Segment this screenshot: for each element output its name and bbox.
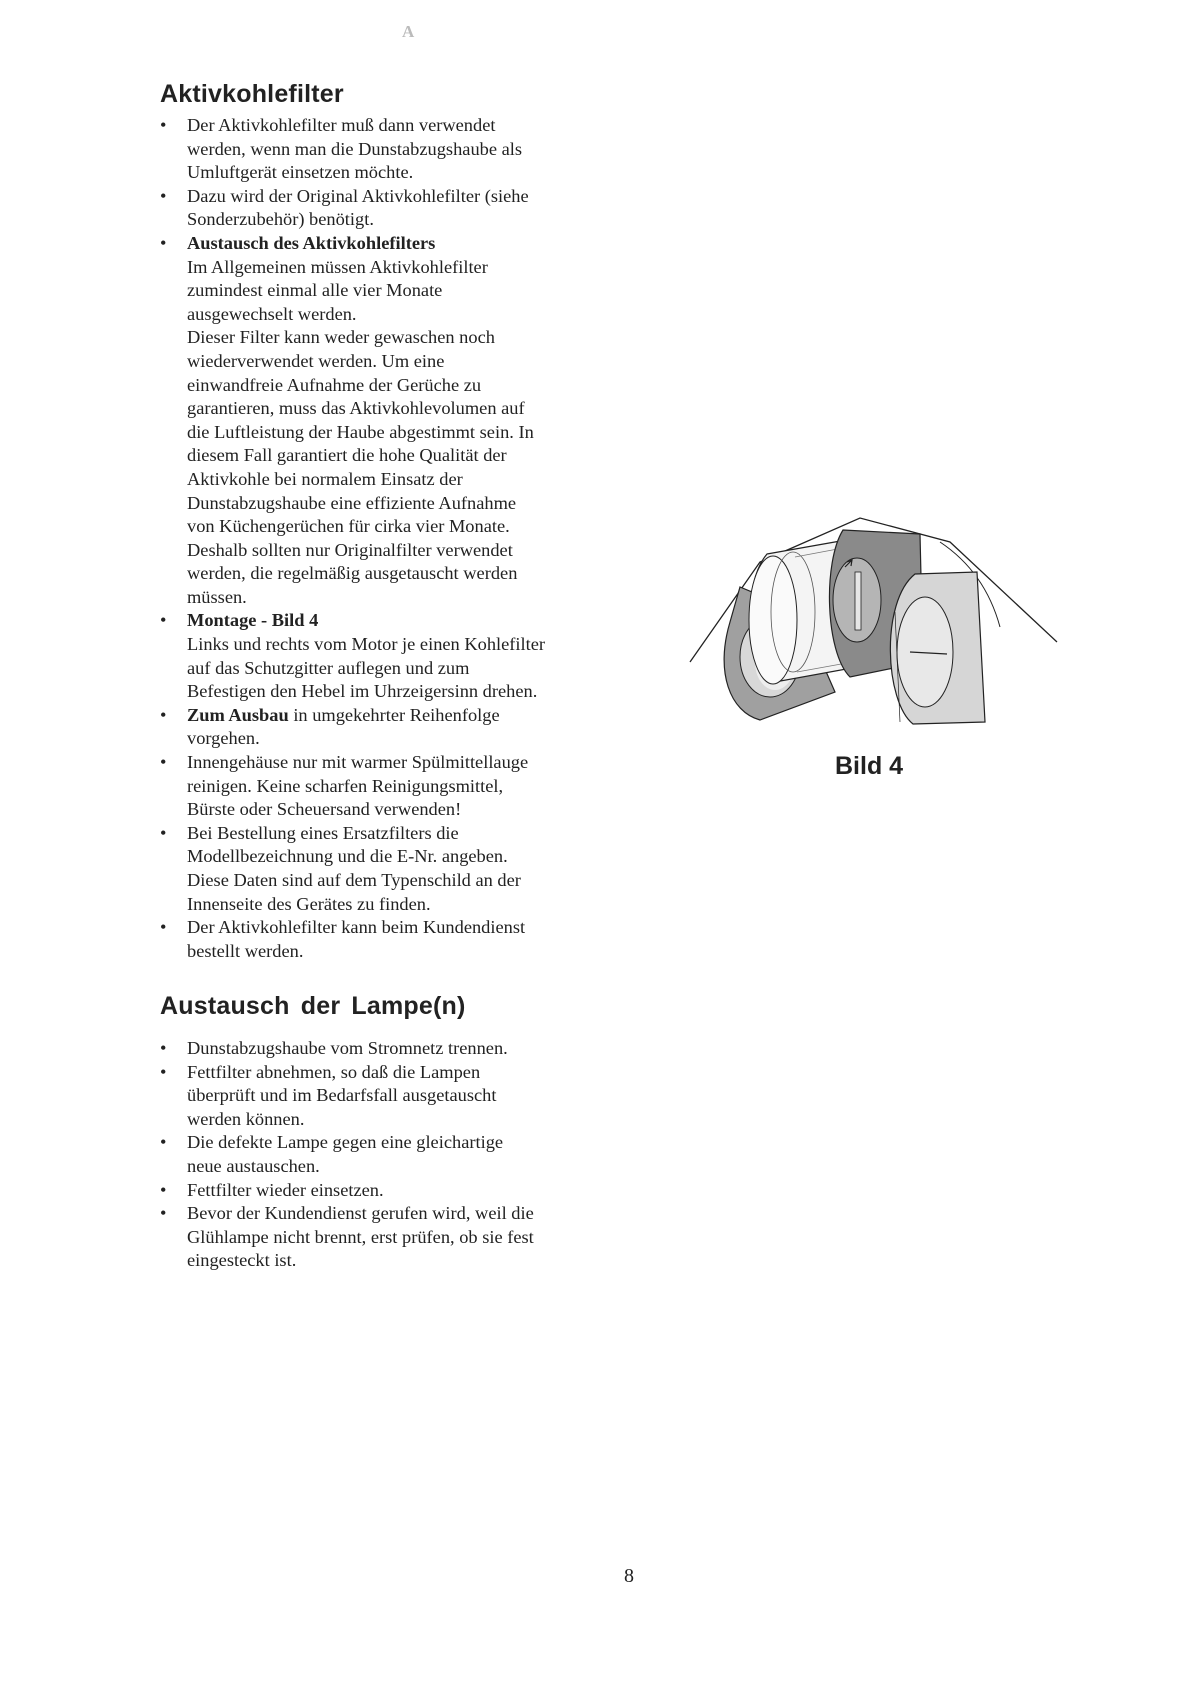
bullet-line: zumindest einmal alle vier Monate (187, 280, 443, 301)
list-item (160, 185, 600, 232)
list-item (160, 704, 600, 751)
bullet-line: werden können. (187, 1108, 305, 1129)
list-item (160, 232, 600, 610)
bullet-line: • Fettfilter wieder einsetzen. (187, 1179, 384, 1200)
list-item (160, 1202, 600, 1273)
bullet-line: Aktivkohle bei normalem Einsatz der (187, 468, 463, 489)
bullet-line: • Fettfilter abnehmen, so daß die Lampen (187, 1061, 481, 1082)
bullet-line: Glühlampe nicht brennt, erst prüfen, ob sie fest (187, 1226, 534, 1247)
section-title-lampe: Austausch der Lampe(n) (160, 992, 466, 1020)
list-item (160, 916, 600, 963)
bullet-line: werden, die regelmäßig ausgetauscht werden (187, 563, 518, 584)
bullet-line: • Der Aktivkohlefilter kann beim Kundendienst (187, 917, 526, 938)
section-title-aktivkohlefilter: Aktivkohlefilter (160, 80, 344, 108)
right-carbon-filter-detached (890, 572, 985, 724)
bullet-line: Bürste oder Scheuersand verwenden! (187, 799, 462, 820)
bullet-line: Sonderzubehör) benötigt. (187, 209, 374, 230)
bullet-line: Umluftgerät einsetzen möchte. (187, 162, 414, 183)
bullet-line: • Dunstabzugshaube vom Stromnetz trennen. (187, 1038, 508, 1058)
page-number: 8 (624, 1565, 634, 1587)
bullet-line: bestellt werden. (187, 940, 304, 961)
bullet-line: Diese Daten sind auf dem Typenschild an der (187, 870, 521, 890)
bullet-line: Befestigen den Hebel im Uhrzeigersinn drehen. (187, 681, 538, 702)
bullet-line: • Innengehäuse nur mit warmer Spülmittellauge (187, 752, 529, 773)
bullet-line: vorgehen. (187, 728, 260, 749)
bullet-line: garantieren, muss das Aktivkohlevolumen auf (187, 398, 525, 419)
bullet-line: reinigen. Keine scharfen Reinigungsmittel, (187, 775, 504, 796)
filter-installation-illustration (685, 512, 1065, 744)
lampe-list (160, 1037, 600, 1273)
bullet-line: werden, wenn man die Dunstabzugshaube als (187, 138, 523, 159)
bullet-line: eingesteckt ist. (187, 1250, 297, 1271)
bullet-line: Innenseite des Gerätes zu finden. (187, 893, 431, 914)
bullet-line: • Der Aktivkohlefilter muß dann verwendet (187, 115, 496, 135)
list-item (160, 609, 600, 703)
bullet-line: einwandfreie Aufnahme der Gerüche zu (187, 374, 482, 395)
header-mark: A (402, 22, 415, 41)
bullet-line: • Bevor der Kundendienst gerufen wird, weil die (187, 1203, 534, 1224)
list-item (160, 751, 600, 822)
list-item (160, 1131, 600, 1178)
list-item (160, 822, 600, 916)
list-item (160, 1179, 600, 1203)
aktivkohlefilter-list (160, 114, 600, 963)
bullet-lead-rest: in umgekehrter Reihenfolge (288, 704, 500, 725)
bullet-line: Deshalb sollten nur Originalfilter verwendet (187, 539, 513, 560)
bullet-line: Modellbezeichnung und die E-Nr. angeben. (187, 846, 508, 867)
bullet-line: überprüft und im Bedarfsfall ausgetauscht (187, 1085, 497, 1106)
bullet-line: Links und rechts vom Motor je einen Kohlefilter (187, 634, 546, 655)
bullet-line: Im Allgemeinen müssen Aktivkohlefilter (187, 256, 488, 277)
list-item (160, 114, 600, 185)
bullet-line: Dieser Filter kann weder gewaschen noch (187, 327, 495, 348)
bullet-line: • Die defekte Lampe gegen eine gleichartige (187, 1132, 504, 1153)
figure-caption: Bild 4 (835, 752, 904, 780)
bullet-line: müssen. (187, 586, 247, 607)
bullet-line: neue austauschen. (187, 1155, 320, 1176)
bullet-bold-lead: Zum Ausbau (187, 704, 289, 725)
bullet-line: wiederverwendet werden. Um eine (187, 350, 445, 371)
figure-bild-4 (685, 512, 1065, 744)
bullet-line: diesem Fall garantiert die hohe Qualität der (187, 445, 507, 466)
bullet-line: auf das Schutzgitter auflegen und zum (187, 657, 470, 678)
bullet-line: Dunstabzugshaube eine effiziente Aufnahme (187, 492, 517, 513)
bullet-heading: • Austausch des Aktivkohlefilters (187, 232, 436, 253)
bullet-line: • Dazu wird der Original Aktivkohlefilter (siehe (187, 185, 529, 206)
bullet-line: ausgewechselt werden. (187, 303, 357, 324)
bullet-line: von Küchengerüchen für cirka vier Monate. (187, 516, 510, 537)
bullet-heading: • Montage - Bild 4 (187, 610, 319, 631)
bullet-line: die Luftleistung der Haube abgestimmt sein. In (187, 421, 534, 442)
bullet-line: • Bei Bestellung eines Ersatzfilters die (187, 822, 459, 843)
list-item (160, 1037, 600, 1061)
list-item (160, 1061, 600, 1132)
